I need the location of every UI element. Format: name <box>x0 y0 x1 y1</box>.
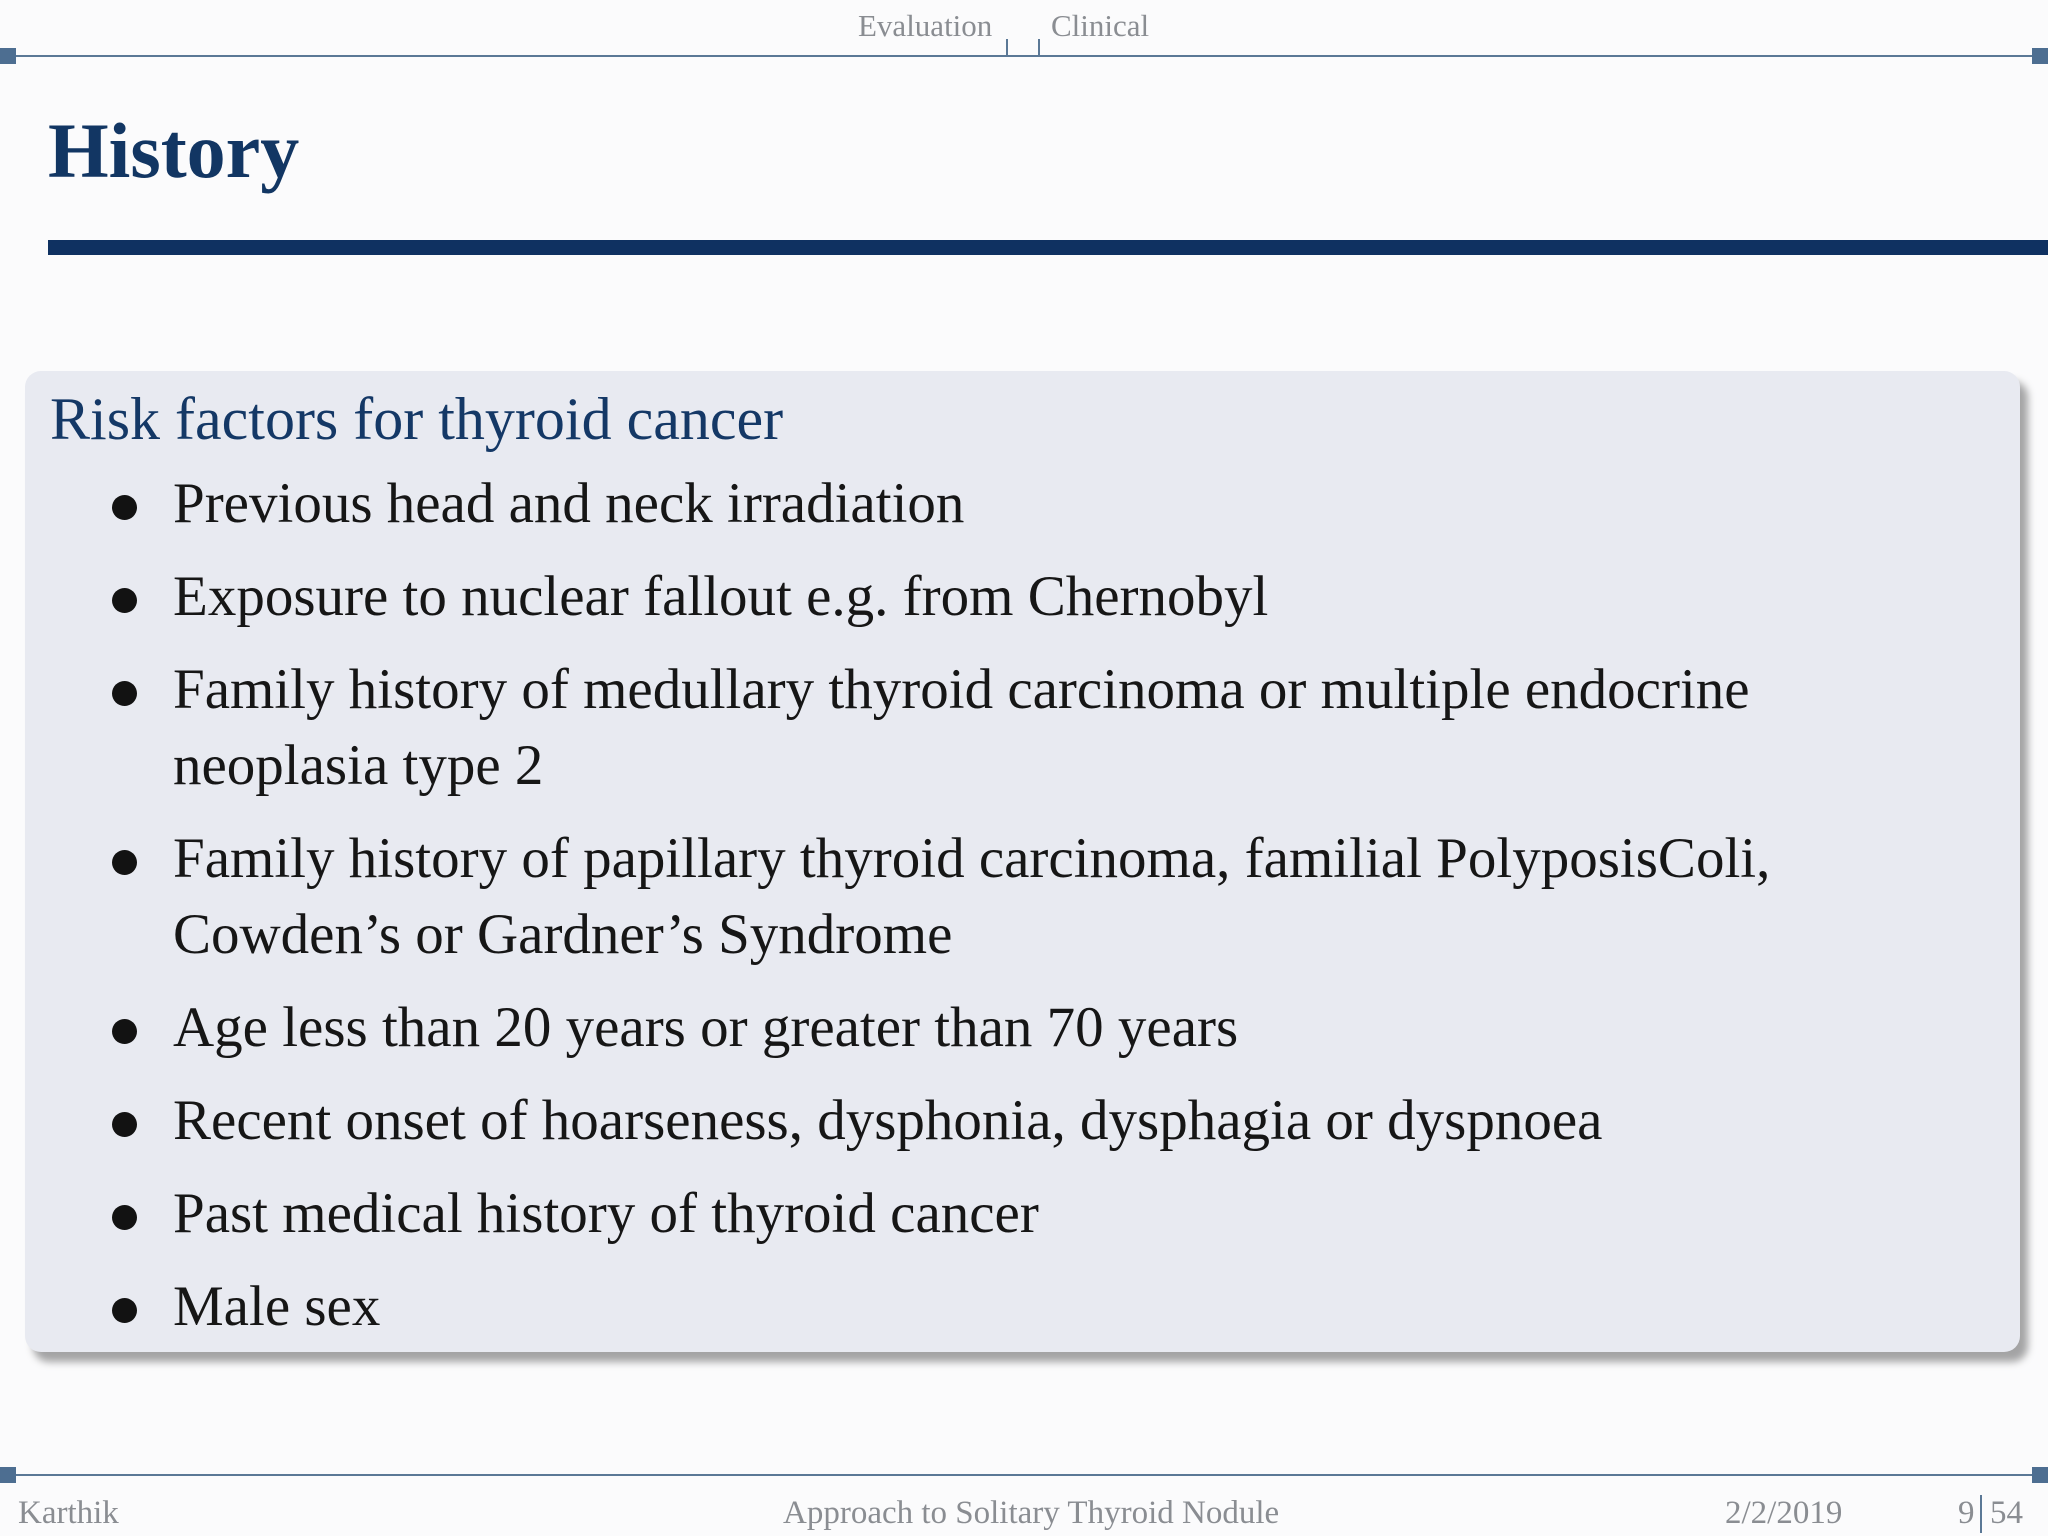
list-item <box>173 559 1933 635</box>
slide-title: History <box>48 107 300 194</box>
footer-total-pages: 54 <box>1990 1495 2023 1531</box>
list-item <box>173 990 1933 1066</box>
top-left-marker <box>0 48 16 64</box>
nav-section-evaluation[interactable]: Evaluation <box>858 8 993 43</box>
bottom-rule <box>10 1474 2038 1476</box>
block-title: Risk factors for thyroid cancer <box>50 386 784 452</box>
list-item <box>173 1269 1933 1345</box>
nav-divider <box>1038 39 1040 56</box>
list-item <box>173 821 1933 973</box>
list-item-text: Family history of medullary thyroid carcinoma or multiple endocrine <box>173 658 1750 721</box>
bullet-icon <box>112 1112 137 1137</box>
list-item-text-continued: Cowden’s or Gardner’s Syndrome <box>173 903 953 966</box>
title-underline-bar <box>48 240 2048 255</box>
list-item-text: Family history of papillary thyroid carcinoma, familial PolyposisColi, <box>173 827 1771 890</box>
list-item-text: Age less than 20 years or greater than 70 years <box>173 996 1239 1059</box>
list-item-text: Recent onset of hoarseness, dysphonia, dysphagia or dyspnoea <box>173 1089 1603 1152</box>
list-item <box>173 652 1933 804</box>
list-item-text: Male sex <box>173 1275 381 1338</box>
footer-page-number: 9 <box>1958 1495 1975 1531</box>
top-right-marker <box>2032 48 2048 64</box>
risk-factors-block <box>25 371 2020 1352</box>
bullet-icon <box>112 588 137 613</box>
bullet-icon <box>112 1205 137 1230</box>
bottom-right-marker <box>2032 1467 2048 1483</box>
list-item <box>173 466 1933 542</box>
list-item-text-continued: neoplasia type 2 <box>173 734 544 797</box>
page-separator <box>1980 1495 1982 1533</box>
nav-divider <box>1006 39 1008 56</box>
footer-date: 2/2/2019 <box>1725 1495 1843 1531</box>
footer-talk-title: Approach to Solitary Thyroid Nodule <box>783 1495 1280 1531</box>
bullet-icon <box>112 1019 137 1044</box>
bullet-icon <box>112 681 137 706</box>
bullet-icon <box>112 1298 137 1323</box>
top-rule <box>10 55 2038 57</box>
list-item-text: Previous head and neck irradiation <box>173 472 965 535</box>
nav-section-clinical[interactable]: Clinical <box>1051 8 1150 43</box>
list-item-text: Exposure to nuclear fallout e.g. from Chernobyl <box>173 565 1269 628</box>
footer-author: Karthik <box>18 1495 119 1531</box>
section-navigation <box>0 0 2048 70</box>
bullet-icon <box>112 495 137 520</box>
list-item-text: Past medical history of thyroid cancer <box>173 1182 1039 1245</box>
list-item <box>173 1083 1933 1159</box>
bullet-icon <box>112 850 137 875</box>
list-item <box>173 1176 1933 1252</box>
bottom-left-marker <box>0 1467 16 1483</box>
